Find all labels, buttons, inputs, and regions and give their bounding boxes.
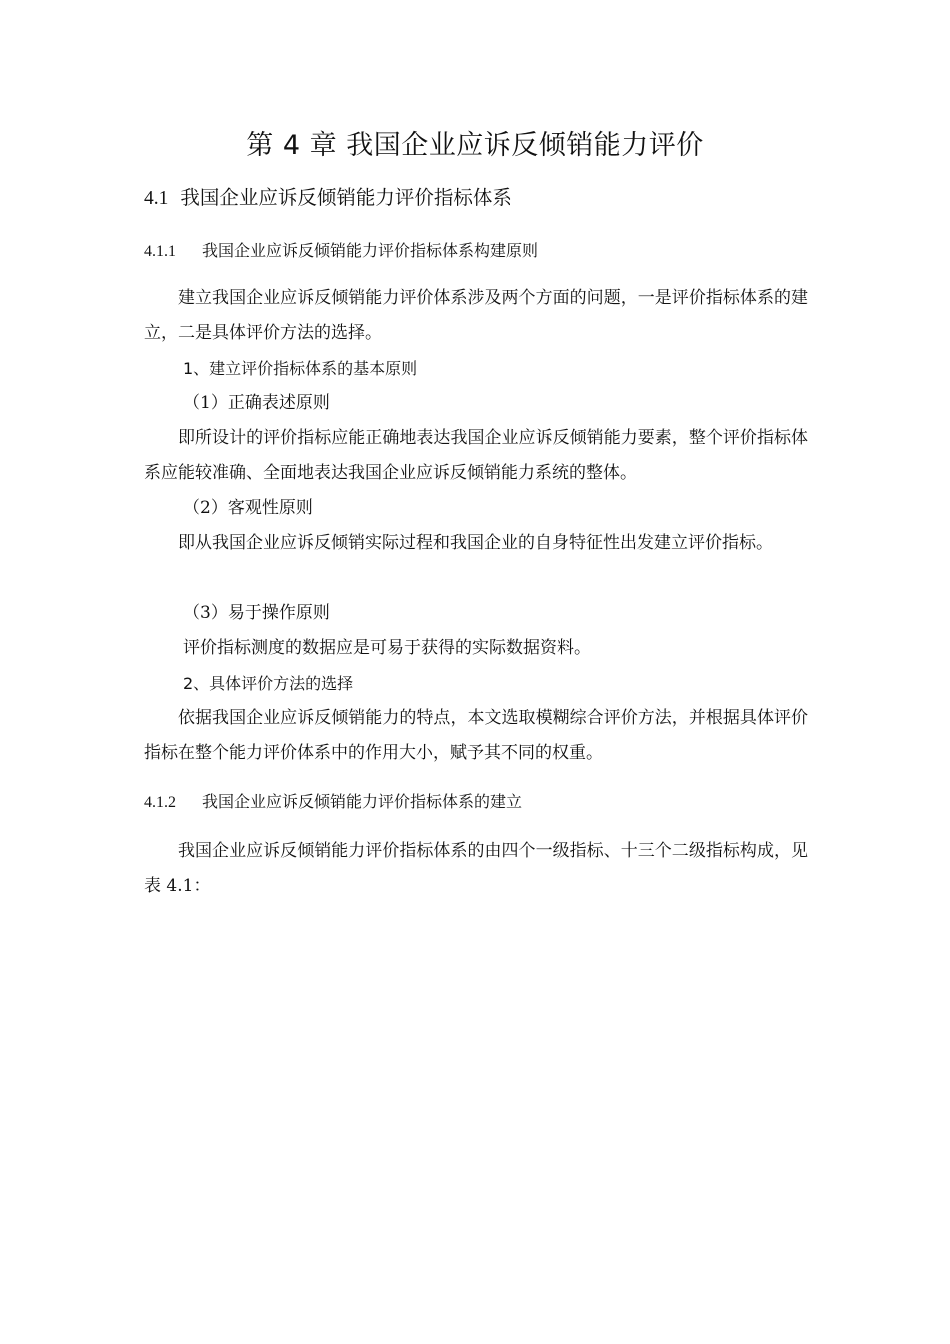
subsection-title-4-1-2 bbox=[144, 789, 522, 816]
principle-1-title: （1）正确表述原则 bbox=[183, 393, 330, 413]
principle-2-title: （2）客观性原则 bbox=[183, 498, 313, 518]
principle-1-text: 即所设计的评价指标应能正确地表达我国企业应诉反倾销能力要素，整个评价指标体系应能较准确、全面地表达我国企业应诉反倾销能力系统的整体。 bbox=[144, 428, 808, 483]
principles-heading: 1、建立评价指标体系的基本原则 bbox=[183, 359, 418, 378]
subsection-number: 4.1.1 bbox=[144, 243, 176, 260]
method-heading: 2、具体评价方法的选择 bbox=[183, 674, 354, 693]
section-title-text: 我国企业应诉反倾销能力评价指标体系 bbox=[180, 186, 512, 209]
principle-3-text: 评价指标测度的数据应是可易于获得的实际数据资料。 bbox=[183, 638, 591, 658]
section-number: 4.1 bbox=[144, 188, 169, 209]
chapter-title: 第 4 章 我国企业应诉反倾销能力评价 bbox=[246, 130, 704, 161]
subsection-title-text: 我国企业应诉反倾销能力评价指标体系的建立 bbox=[202, 792, 523, 811]
intro-paragraph: 建立我国企业应诉反倾销能力评价体系涉及两个方面的问题，一是评价指标体系的建立，二是具体评价方法的选择。 bbox=[144, 288, 808, 343]
subsection-number: 4.1.2 bbox=[144, 794, 176, 811]
section-title-4-1 bbox=[144, 182, 512, 215]
principle-3-title: （3）易于操作原则 bbox=[183, 603, 330, 623]
subsection-title-4-1-1 bbox=[144, 238, 538, 265]
principle-2-text: 即从我国企业应诉反倾销实际过程和我国企业的自身特征性出发建立评价指标。 bbox=[178, 533, 773, 553]
subsection-title-text: 我国企业应诉反倾销能力评价指标体系构建原则 bbox=[202, 241, 539, 260]
method-paragraph: 依据我国企业应诉反倾销能力的特点，本文选取模糊综合评价方法，并根据具体评价指标在整个能力评价体系中的作用大小，赋予其不同的权重。 bbox=[144, 708, 808, 763]
final-paragraph: 我国企业应诉反倾销能力评价指标体系的由四个一级指标、十三个二级指标构成，见表 4.1： bbox=[144, 841, 808, 896]
